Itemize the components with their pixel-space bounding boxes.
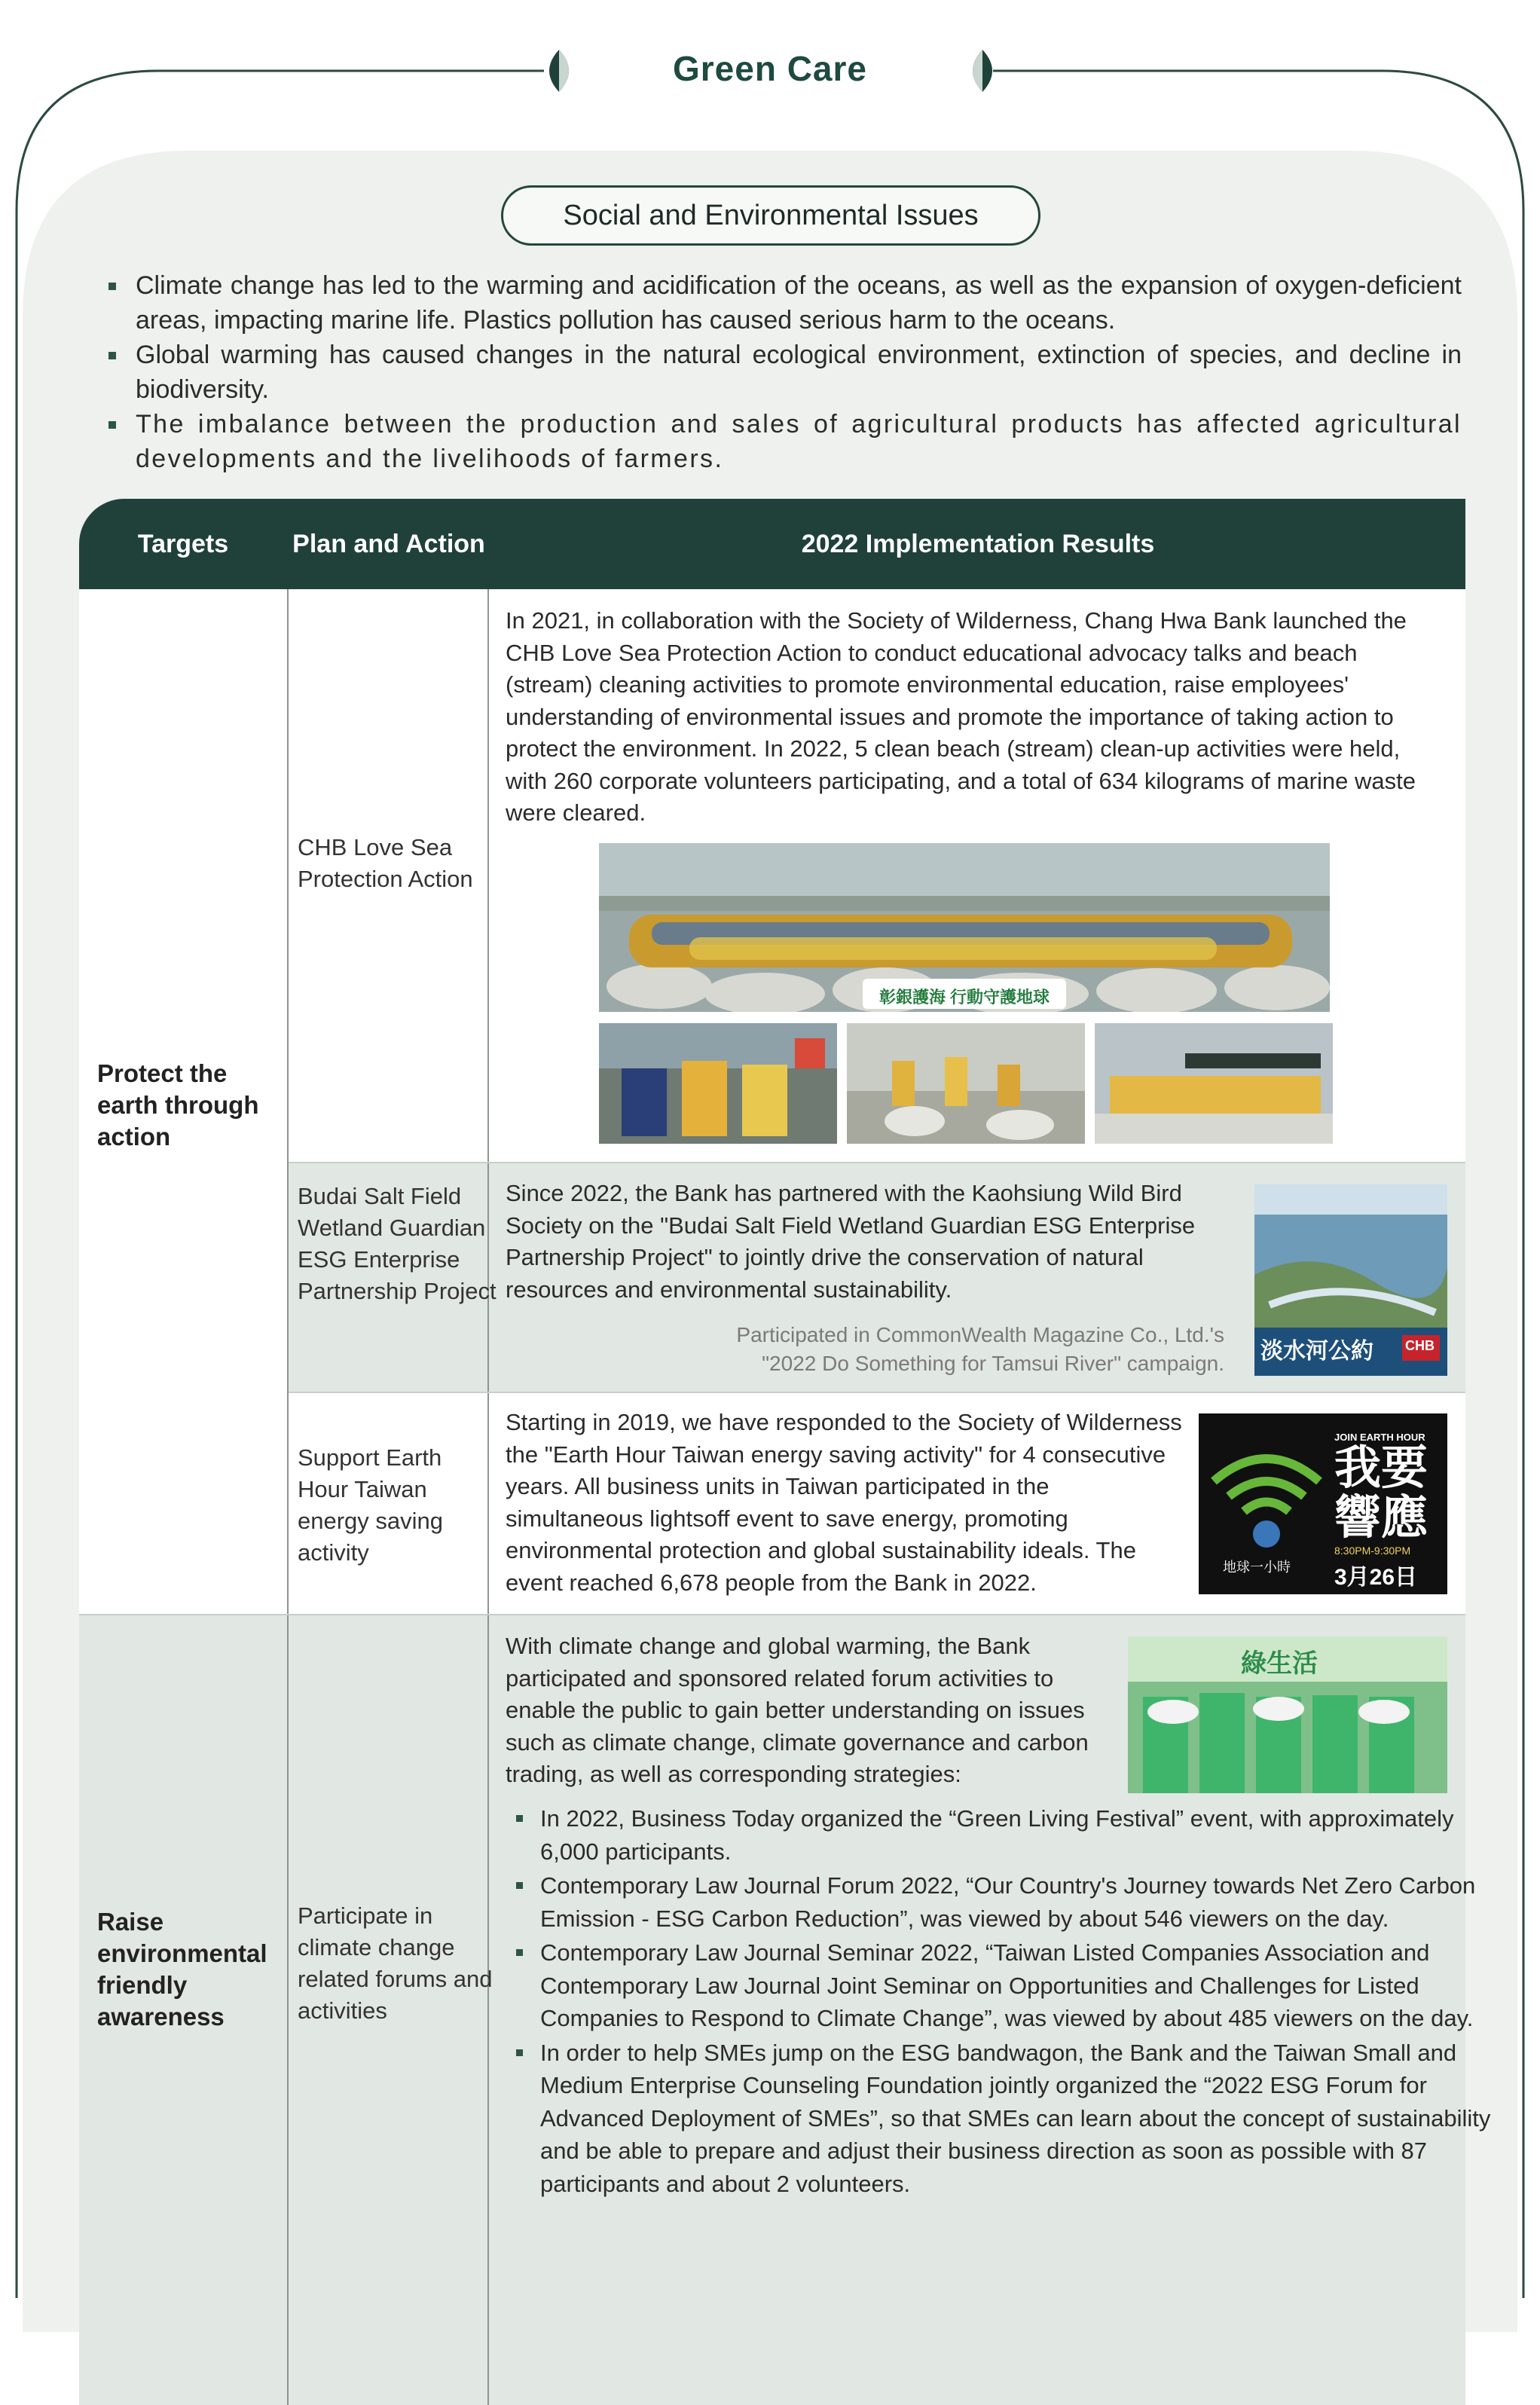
poster-date: 3月26日	[1334, 1565, 1418, 1590]
forum-bullet: In 2022, Business Today organized the “Green Living Festival” event, with approximately 6,000 participants.	[506, 1802, 1500, 1868]
issues-section-title: Social and Environmental Issues	[501, 185, 1040, 246]
poster-time: 8:30PM-9:30PM	[1334, 1545, 1411, 1557]
header-plan: Plan and Action	[292, 530, 485, 558]
green-living-festival-photo	[1128, 1636, 1447, 1793]
plan-budai: Budai Salt Field Wetland Guardian ESG Enterprise Partnership Project	[298, 1183, 497, 1304]
plan-love-sea: CHB Love Sea Protection Action	[298, 834, 473, 892]
forum-bullets	[506, 1802, 1500, 2202]
target-raise-awareness: Raise environmental friendly awareness	[97, 1908, 267, 2031]
forum-bullet: In order to help SMEs jump on the ESG bandwagon, the Bank and the Taiwan Small and Medium Enterprise Counseling Foundation jointly organized the “2022 ESG Forum for Advanced Deployment of SMEs”, so that SMEs can learn about the concept of sustainability and be able to prepare and adjust their business direction as soon as possible with 87 participants and about 2 volunteers.	[506, 2037, 1500, 2201]
poster-join-text: JOIN EARTH HOUR	[1334, 1432, 1425, 1443]
cleanup-photo-3	[1095, 1023, 1333, 1144]
result-forums: With climate change and global warming, the Bank participated and sponsored related forum activities to enable the public to gain better understanding on issues such as climate change, climate governance and carbon trading, as well as corresponding strategies:	[506, 1633, 1089, 1787]
poster-title: 淡水河公約	[1260, 1339, 1373, 1364]
target-protect-earth: Protect the earth through action	[97, 1059, 259, 1151]
forum-bullet: Contemporary Law Journal Forum 2022, “Our Country's Journey towards Net Zero Carbon Emission - ESG Carbon Reduction”, was viewed by about 546 viewers on the day.	[506, 1869, 1500, 1935]
beach-cleanup-group-photo	[599, 843, 1330, 1012]
chb-logo: CHB	[1405, 1338, 1435, 1353]
festival-photo-text: 綠生活	[1241, 1649, 1318, 1678]
tamsui-river-poster	[1254, 1184, 1447, 1376]
earth-hour-poster	[1199, 1413, 1447, 1594]
issues-list	[105, 268, 1462, 476]
poster-big-line-1: 我要	[1334, 1442, 1428, 1494]
cleanup-photo-1	[599, 1023, 837, 1144]
page-title: Green Care	[672, 49, 867, 88]
cleanup-photo-2	[847, 1023, 1085, 1144]
caption-line-2: "2022 Do Something for Tamsui River" campaign.	[762, 1352, 1224, 1375]
cleanup-banner-text: 彰銀護海 行動守護地球	[878, 988, 1050, 1007]
plan-forums: Participate in climate change related forums and activities	[298, 1902, 493, 2024]
result-earth-hour: Starting in 2019, we have responded to the Society of Wilderness the "Earth Hour Taiwan energy saving activity" for 4 consecutive years. All business units in Taiwan participated in the simultaneous lightsoff event to save energy, promoting environmental protection and global sustainability ideals. The event reached 6,678 people from the Bank in 2022.	[506, 1409, 1182, 1596]
issue-item: Climate change has led to the warming and acidification of the oceans, as well as the expansion of oxygen-deficient areas, impacting marine life. Plastics pollution has caused serious harm to the oceans.	[105, 268, 1462, 338]
budai-caption	[546, 1321, 1224, 1378]
poster-big-line-2: 響應	[1334, 1492, 1428, 1544]
poster-earth-hour-label: 地球一小時	[1223, 1560, 1291, 1575]
header-targets: Targets	[137, 530, 229, 558]
header-results: 2022 Implementation Results	[801, 530, 1155, 558]
poster-big-text	[1334, 1444, 1428, 1543]
issue-item: The imbalance between the production and sales of agricultural products has affected agricultural developments and the livelihoods of farmers.	[105, 407, 1462, 476]
plan-earth-hour: Support Earth Hour Taiwan energy saving activity	[298, 1444, 444, 1566]
table-header	[79, 499, 1465, 589]
issue-item: Global warming has caused changes in the natural ecological environment, extinction of species, and decline in biodiversity.	[105, 338, 1462, 407]
results-table	[79, 499, 1491, 2197]
result-budai: Since 2022, the Bank has partnered with the Kaohsiung Wild Bird Society on the "Budai Salt Field Wetland Guardian ESG Enterprise Partnership Project" to jointly drive the conservation of natural resources and environmental sustainability.	[506, 1180, 1196, 1303]
result-love-sea: In 2021, in collaboration with the Society of Wilderness, Chang Hwa Bank launched the CHB Love Sea Protection Action to conduct educational advocacy talks and beach (stream) cleaning activities to promote environmental education, raise employees' understanding of environmental issues and promote the importance of taking action to protect the environment. In 2022, 5 clean beach (stream) clean-up activities were held, with 260 corporate volunteers participating, and a total of 634 kilograms of marine waste were cleared.	[506, 607, 1416, 826]
caption-line-1: Participated in CommonWealth Magazine Co., Ltd.'s	[736, 1323, 1224, 1346]
forum-bullet: Contemporary Law Journal Seminar 2022, “Taiwan Listed Companies Association and Contemporary Law Journal Joint Seminar on Opportunities and Challenges for Listed Companies to Respond to Climate Change”, was viewed by about 485 viewers on the day.	[506, 1936, 1500, 2035]
